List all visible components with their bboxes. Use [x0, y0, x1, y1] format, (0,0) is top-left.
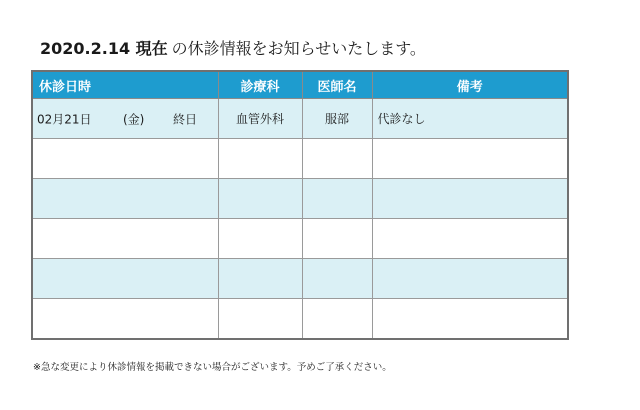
department-cell — [218, 219, 302, 259]
department-cell: 血管外科 — [218, 99, 302, 139]
header-closure-datetime: 休診日時 — [32, 71, 218, 99]
department-cell — [218, 179, 302, 219]
doctor-cell: 服部 — [302, 99, 372, 139]
closure-datetime-cell — [32, 259, 218, 299]
doctor-cell — [302, 259, 372, 299]
closure-datetime-cell — [32, 99, 218, 139]
doctor-cell — [302, 299, 372, 340]
table-row — [32, 179, 568, 219]
header-remarks: 備考 — [372, 71, 568, 99]
title-text: の休診情報をお知らせいたします。 — [171, 39, 426, 58]
table-row — [32, 259, 568, 299]
doctor-cell — [302, 139, 372, 179]
header-department: 診療科 — [218, 71, 302, 99]
closure-period: 終日 — [173, 112, 198, 126]
closure-datetime-cell — [32, 179, 218, 219]
table-row — [32, 299, 568, 340]
department-cell — [218, 299, 302, 340]
department-cell — [218, 259, 302, 299]
page-title — [40, 36, 426, 59]
table-row — [32, 99, 568, 139]
closure-datetime-cell — [32, 299, 218, 340]
remarks-cell — [372, 219, 568, 259]
closure-date: 02月21日 — [37, 112, 92, 126]
remarks-cell — [372, 259, 568, 299]
table-header-row — [32, 71, 568, 99]
footnote: ※急な変更により休診情報を掲載できない場合がございます。予めご了承ください。 — [33, 362, 392, 373]
table-row — [32, 219, 568, 259]
closure-weekday: (金) — [123, 112, 145, 126]
department-cell — [218, 139, 302, 179]
doctor-cell — [302, 219, 372, 259]
remarks-cell — [372, 179, 568, 219]
header-doctor: 医師名 — [302, 71, 372, 99]
closure-table — [31, 70, 569, 340]
remarks-cell — [372, 139, 568, 179]
as-of-date: 2020.2.14 現在 — [40, 39, 168, 58]
doctor-cell — [302, 179, 372, 219]
closure-datetime-cell — [32, 219, 218, 259]
table-row — [32, 139, 568, 179]
remarks-cell: 代診なし — [372, 99, 568, 139]
remarks-cell — [372, 299, 568, 340]
closure-datetime-cell — [32, 139, 218, 179]
